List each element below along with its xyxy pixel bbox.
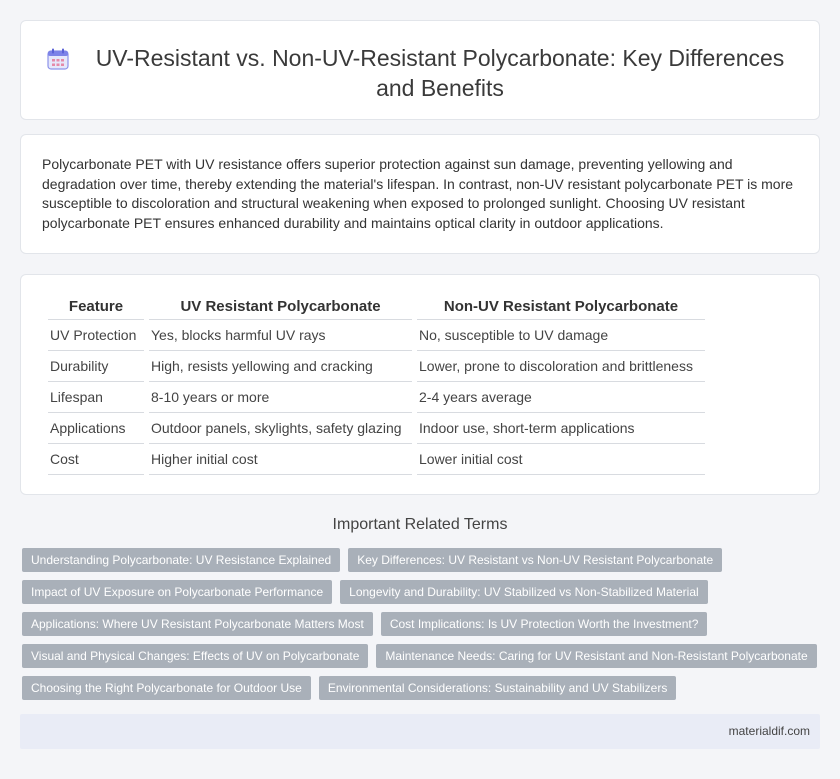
related-term-tag[interactable]: Key Differences: UV Resistant vs Non-UV Resistant Polycarbonate xyxy=(348,548,722,572)
related-term-tag[interactable]: Longevity and Durability: UV Stabilized vs Non-Stabilized Material xyxy=(340,580,708,604)
related-term-tag[interactable]: Impact of UV Exposure on Polycarbonate Performance xyxy=(22,580,332,604)
page-title: UV-Resistant vs. Non-UV-Resistant Polycarbonate: Key Differences and Benefits xyxy=(95,45,785,101)
related-term-tag[interactable]: Environmental Considerations: Sustainability and UV Stabilizers xyxy=(319,676,677,700)
table-cell: Applications xyxy=(48,413,144,444)
table-cell: Higher initial cost xyxy=(149,444,412,475)
related-term-tag[interactable]: Cost Implications: Is UV Protection Worth the Investment? xyxy=(381,612,708,636)
table-cell: Cost xyxy=(48,444,144,475)
table-cell: Indoor use, short-term applications xyxy=(417,413,705,444)
table-cell: Lower, prone to discoloration and brittleness xyxy=(417,351,705,382)
related-term-tag[interactable]: Maintenance Needs: Caring for UV Resistant and Non-Resistant Polycarbonate xyxy=(376,644,816,668)
comparison-card xyxy=(20,274,820,495)
table-row xyxy=(48,351,705,382)
table-cell: UV Protection xyxy=(48,320,144,351)
header-feature: Feature xyxy=(48,292,144,320)
header-uv-resistant: UV Resistant Polycarbonate xyxy=(149,292,412,320)
table-header-row xyxy=(48,292,705,320)
related-term-tag[interactable]: Choosing the Right Polycarbonate for Outdoor Use xyxy=(22,676,311,700)
table-cell: No, susceptible to UV damage xyxy=(417,320,705,351)
table-cell: Outdoor panels, skylights, safety glazing xyxy=(149,413,412,444)
related-term-tag[interactable]: Understanding Polycarbonate: UV Resistance Explained xyxy=(22,548,340,572)
table-cell: Yes, blocks harmful UV rays xyxy=(149,320,412,351)
comparison-table xyxy=(43,292,710,475)
related-term-tag[interactable]: Visual and Physical Changes: Effects of UV on Polycarbonate xyxy=(22,644,368,668)
footer xyxy=(20,714,820,749)
title-card xyxy=(20,20,820,120)
intro-paragraph: Polycarbonate PET with UV resistance offers superior protection against sun damage, preventing yellowing and degradation over time, thereby extending the material's lifespan. In contrast, non-UV resistant polycarbonate PET is more susceptible to discoloration and structural weakening when exposed to prolonged sunlight. Choosing UV resistant polycarbonate PET ensures enhanced durability and maintains optical clarity in outdoor applications. xyxy=(42,156,794,231)
table-cell: Lifespan xyxy=(48,382,144,413)
table-row xyxy=(48,444,705,475)
related-terms-list xyxy=(22,548,822,708)
table-cell: High, resists yellowing and cracking xyxy=(149,351,412,382)
related-term-tag[interactable]: Applications: Where UV Resistant Polycarbonate Matters Most xyxy=(22,612,373,636)
table-row xyxy=(48,413,705,444)
table-cell: 2-4 years average xyxy=(417,382,705,413)
footer-site-link[interactable]: materialdif.com xyxy=(728,724,810,738)
related-terms-heading: Important Related Terms xyxy=(332,516,508,533)
header-non-uv-resistant: Non-UV Resistant Polycarbonate xyxy=(417,292,705,320)
table-row xyxy=(48,320,705,351)
table-cell: 8-10 years or more xyxy=(149,382,412,413)
intro-card xyxy=(20,134,820,254)
table-cell: Durability xyxy=(48,351,144,382)
table-row xyxy=(48,382,705,413)
table-cell: Lower initial cost xyxy=(417,444,705,475)
